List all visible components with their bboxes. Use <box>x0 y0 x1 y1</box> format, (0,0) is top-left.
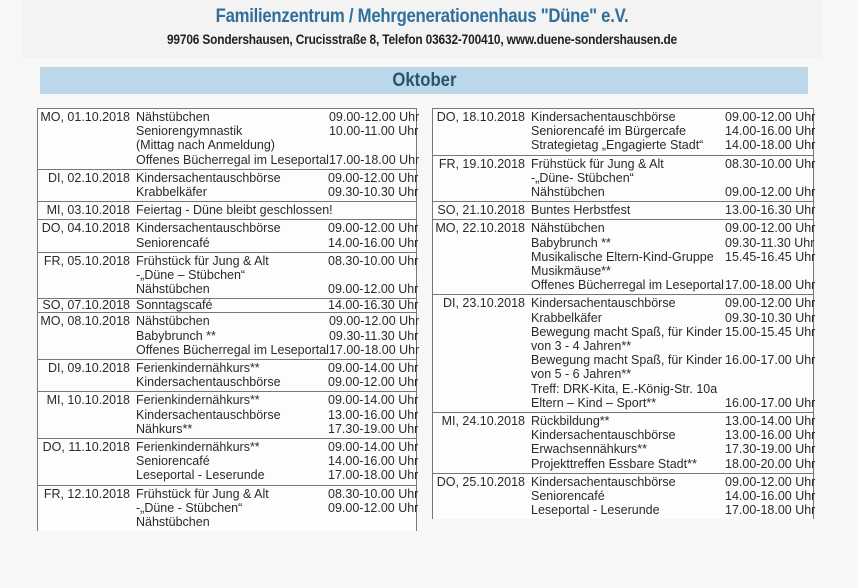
event-name: Leseportal - Leserunde <box>531 503 660 518</box>
event-name: -„Düne – Stübchen“ <box>136 268 246 283</box>
month-banner <box>40 67 808 94</box>
event-list <box>136 110 329 167</box>
day-row <box>433 294 816 412</box>
event-name: Eltern – Kind – Sport** <box>531 395 657 410</box>
event-name: Leseportal - Leserunde <box>136 468 265 483</box>
event-time: 13.00-16.30 Uhr <box>725 203 816 218</box>
event-list <box>136 361 328 389</box>
event-time: 14.00-16.00 Uhr <box>725 124 816 139</box>
event-time: 09.00-12.00 Uhr <box>328 110 420 124</box>
event-name: Projekttreffen Essbare Stadt** <box>531 456 697 471</box>
event-time: 09.00-12.00 Uhr <box>328 500 419 515</box>
time-list <box>328 440 419 483</box>
day-date: SO, 21.10.2018 <box>437 203 525 218</box>
event-name: Sonntagscafé <box>136 298 213 313</box>
time-list <box>725 203 816 218</box>
event-list <box>531 475 725 518</box>
event-name: Offenes Bücherregal im Leseportal <box>531 278 724 293</box>
event-list <box>136 254 328 297</box>
event-name: Treff: DRK-Kita, E.-König-Str. 10a <box>531 381 718 396</box>
event-time <box>329 138 417 152</box>
day-row <box>38 219 419 251</box>
event-list <box>136 299 328 312</box>
closed-notice: Feiertag - Düne bleibt geschlossen! <box>136 203 333 218</box>
event-list <box>531 110 725 153</box>
event-time: 17.30-19.00 Uhr <box>725 442 816 457</box>
event-list <box>531 221 725 292</box>
event-list <box>531 203 725 217</box>
time-list <box>725 221 816 293</box>
event-name: Musikalische Eltern-Kind-Gruppe <box>531 249 714 264</box>
event-name: Nähstübchen <box>136 314 210 329</box>
event-time: 08.30-10.00 Uhr <box>725 156 816 171</box>
event-name: Nähstübchen <box>531 221 605 236</box>
event-time: 09.00-14.00 Uhr <box>328 393 419 408</box>
event-time <box>725 382 813 396</box>
time-list <box>328 298 419 313</box>
event-name: Kindersachentauschbörse <box>531 110 676 124</box>
day-row <box>433 201 816 219</box>
event-time: 08.30-10.00 Uhr <box>328 253 419 268</box>
event-name: Kindersachentauschbörse <box>531 474 676 489</box>
schedule-column-right <box>432 108 814 519</box>
day-date: DO, 25.10.2018 <box>436 474 525 489</box>
time-list <box>328 221 419 250</box>
day-row <box>433 412 816 473</box>
event-time: 17.00-18.00 Uhr <box>328 342 420 357</box>
time-list <box>328 361 419 390</box>
page-header <box>22 0 822 58</box>
event-time <box>725 171 813 185</box>
event-list <box>136 393 328 436</box>
day-row <box>38 312 420 359</box>
organization-address: 99706 Sondershausen, Crucisstraße 8, Telefon 03632-700410, www.duene-sondershausen.de <box>166 31 678 47</box>
day-date: MO, 08.10.2018 <box>40 314 130 329</box>
day-row <box>433 155 816 202</box>
day-date: DO, 18.10.2018 <box>436 110 525 124</box>
day-row <box>38 298 419 313</box>
event-name: Kindersachentauschbörse <box>136 407 281 422</box>
event-time: 15.00-15.45 Uhr <box>725 324 816 339</box>
event-time: 09.00-12.00 Uhr <box>725 474 816 489</box>
event-name: Frühstück für Jung & Alt <box>531 156 664 171</box>
day-row <box>38 438 419 485</box>
day-row <box>433 108 816 155</box>
event-time <box>725 339 813 353</box>
event-time: 18.00-20.00 Uhr <box>725 456 816 471</box>
event-name: Nähstübchen <box>531 185 605 200</box>
event-name: Seniorencafé <box>531 489 605 504</box>
event-name: Frühstück für Jung & Alt <box>136 253 269 268</box>
event-time: 09.00-12.00 Uhr <box>725 221 816 236</box>
event-time: 13.00-16.00 Uhr <box>725 428 816 443</box>
day-date: DO, 04.10.2018 <box>41 221 130 236</box>
day-row <box>38 169 419 201</box>
event-name: Erwachsennähkurs** <box>531 442 648 457</box>
event-time: 09.00-12.00 Uhr <box>328 221 419 236</box>
event-time: 08.30-10.00 Uhr <box>328 486 419 501</box>
event-time: 15.45-16.45 Uhr <box>725 249 816 264</box>
event-name: Babybrunch ** <box>531 235 611 250</box>
day-date: FR, 05.10.2018 <box>43 253 130 268</box>
event-name: Kindersachentauschbörse <box>136 375 281 390</box>
day-date: MI, 10.10.2018 <box>46 393 130 408</box>
event-time: 14.00-16.30 Uhr <box>328 298 419 313</box>
event-name: Kindersachentauschbörse <box>136 170 281 185</box>
day-date: MI, 24.10.2018 <box>441 414 525 429</box>
event-name: Seniorengymnastik <box>136 124 243 139</box>
event-list <box>136 440 328 483</box>
time-list <box>725 414 816 471</box>
event-name: Frühstück für Jung & Alt <box>136 486 269 501</box>
event-time: 09.00-12.00 Uhr <box>328 314 420 329</box>
event-list <box>531 414 725 471</box>
time-list <box>725 156 816 200</box>
time-list <box>328 170 419 200</box>
event-list <box>531 296 725 410</box>
time-list <box>328 393 419 436</box>
time-list <box>725 296 816 410</box>
event-time: 09.00-12.00 Uhr <box>328 170 419 185</box>
time-list <box>328 110 420 167</box>
day-row <box>433 219 816 294</box>
event-time: 09.00-12.00 Uhr <box>725 185 816 200</box>
event-time: 10.00-11.00 Uhr <box>328 124 419 139</box>
event-time <box>725 367 813 381</box>
day-date: MO, 22.10.2018 <box>435 221 525 236</box>
event-time: 14.00-16.00 Uhr <box>328 454 419 469</box>
event-name: Nähstübchen <box>136 515 210 530</box>
event-time: 17.00-18.00 Uhr <box>328 468 419 483</box>
event-name: Krabbelkäfer <box>531 310 602 325</box>
organization-title: Familienzentrum / Mehrgenerationenhaus "Düne" e.V. <box>215 6 629 27</box>
event-name: Bewegung macht Spaß, für Kinder <box>531 353 723 368</box>
event-name: Nähkurs** <box>136 421 193 436</box>
event-time: 09.00-14.00 Uhr <box>328 440 419 455</box>
day-row <box>38 252 419 299</box>
event-name: -„Düne - Stübchen“ <box>136 500 243 515</box>
event-time: 09.30-10.30 Uhr <box>725 310 816 325</box>
event-name: -„Düne- Stübchen“ <box>531 170 634 185</box>
event-time: 14.00-16.00 Uhr <box>328 235 419 250</box>
event-time: 09.00-12.00 Uhr <box>328 282 419 297</box>
event-time: 17.00-18.00 Uhr <box>328 152 420 167</box>
event-name: Musikmäuse** <box>531 264 611 279</box>
day-date: MO, 01.10.2018 <box>40 110 130 124</box>
day-row <box>38 359 419 391</box>
event-time: 13.00-16.00 Uhr <box>328 407 419 422</box>
day-row <box>433 473 816 520</box>
day-date: MI, 03.10.2018 <box>46 203 130 218</box>
event-time <box>725 264 813 278</box>
day-row <box>38 108 420 169</box>
time-list <box>328 314 420 357</box>
day-date: DI, 09.10.2018 <box>47 361 130 376</box>
event-time: 17.00-18.00 Uhr <box>725 503 816 518</box>
event-name: Buntes Herbstfest <box>531 203 631 218</box>
event-name: Strategietag „Engagierte Stadt“ <box>531 138 704 153</box>
event-name: Krabbelkäfer <box>136 185 207 200</box>
event-name: Kindersachentauschbörse <box>531 296 676 311</box>
event-time: 09.00-12.00 Uhr <box>328 375 419 390</box>
event-name: Bewegung macht Spaß, für Kinder <box>531 324 723 339</box>
day-date: FR, 19.10.2018 <box>438 156 525 171</box>
event-time: 09.30-10.30 Uhr <box>328 185 419 200</box>
event-name: Nähstübchen <box>136 282 210 297</box>
event-name: Seniorencafé <box>136 454 210 469</box>
event-name: von 3 - 4 Jahren** <box>531 339 632 354</box>
event-time: 16.00-17.00 Uhr <box>725 395 816 410</box>
event-time <box>328 515 416 529</box>
event-name: Babybrunch ** <box>136 328 216 343</box>
time-list <box>328 253 419 297</box>
event-time: 09.00-12.00 Uhr <box>725 296 816 311</box>
event-time: 14.00-18.00 Uhr <box>725 138 816 153</box>
event-time: 09.30-11.30 Uhr <box>725 235 815 250</box>
day-date: DI, 02.10.2018 <box>47 170 130 185</box>
event-name: Kindersachentauschbörse <box>531 428 676 443</box>
event-name: Ferienkindernähkurs** <box>136 440 260 455</box>
time-list <box>725 110 816 153</box>
event-name: Seniorencafé im Bürgercafe <box>531 124 686 139</box>
time-list <box>328 486 419 530</box>
event-time: 09.30-11.30 Uhr <box>328 328 419 343</box>
event-time: 09.00-12.00 Uhr <box>725 110 816 124</box>
event-time: 09.00-14.00 Uhr <box>328 361 419 376</box>
event-time: 17.00-18.00 Uhr <box>725 278 816 293</box>
event-list <box>136 487 328 530</box>
day-date: DO, 11.10.2018 <box>42 440 130 455</box>
day-row <box>38 391 419 438</box>
event-list <box>136 221 328 249</box>
event-time: 14.00-16.00 Uhr <box>725 489 816 504</box>
event-time: 13.00-14.00 Uhr <box>725 414 816 429</box>
month-title: Oktober <box>391 70 457 91</box>
day-date: SO, 07.10.2018 <box>42 298 130 313</box>
day-row <box>38 485 419 532</box>
event-time: 17.30-19.00 Uhr <box>328 421 419 436</box>
day-date: FR, 12.10.2018 <box>43 486 130 501</box>
event-name: Offenes Bücherregal im Leseportal <box>136 152 329 167</box>
event-name: Ferienkindernähkurs** <box>136 393 260 408</box>
event-name: Offenes Bücherregal im Leseportal <box>136 342 329 357</box>
event-list <box>531 157 725 200</box>
event-name: Rückbildung** <box>531 414 610 429</box>
event-list <box>136 171 328 199</box>
day-row <box>38 201 416 219</box>
event-list <box>136 314 329 357</box>
event-name: (Mittag nach Anmeldung) <box>136 138 275 153</box>
schedule-column-left <box>37 108 420 531</box>
event-name: Ferienkindernähkurs** <box>136 361 260 376</box>
event-name: Nähstübchen <box>136 110 210 124</box>
event-name: Kindersachentauschbörse <box>136 221 281 236</box>
event-name: von 5 - 6 Jahren** <box>531 367 632 382</box>
day-date: DI, 23.10.2018 <box>442 296 525 311</box>
event-time: 16.00-17.00 Uhr <box>725 353 816 368</box>
time-list <box>725 474 816 518</box>
event-time <box>328 268 416 282</box>
event-name: Seniorencafé <box>136 235 210 250</box>
